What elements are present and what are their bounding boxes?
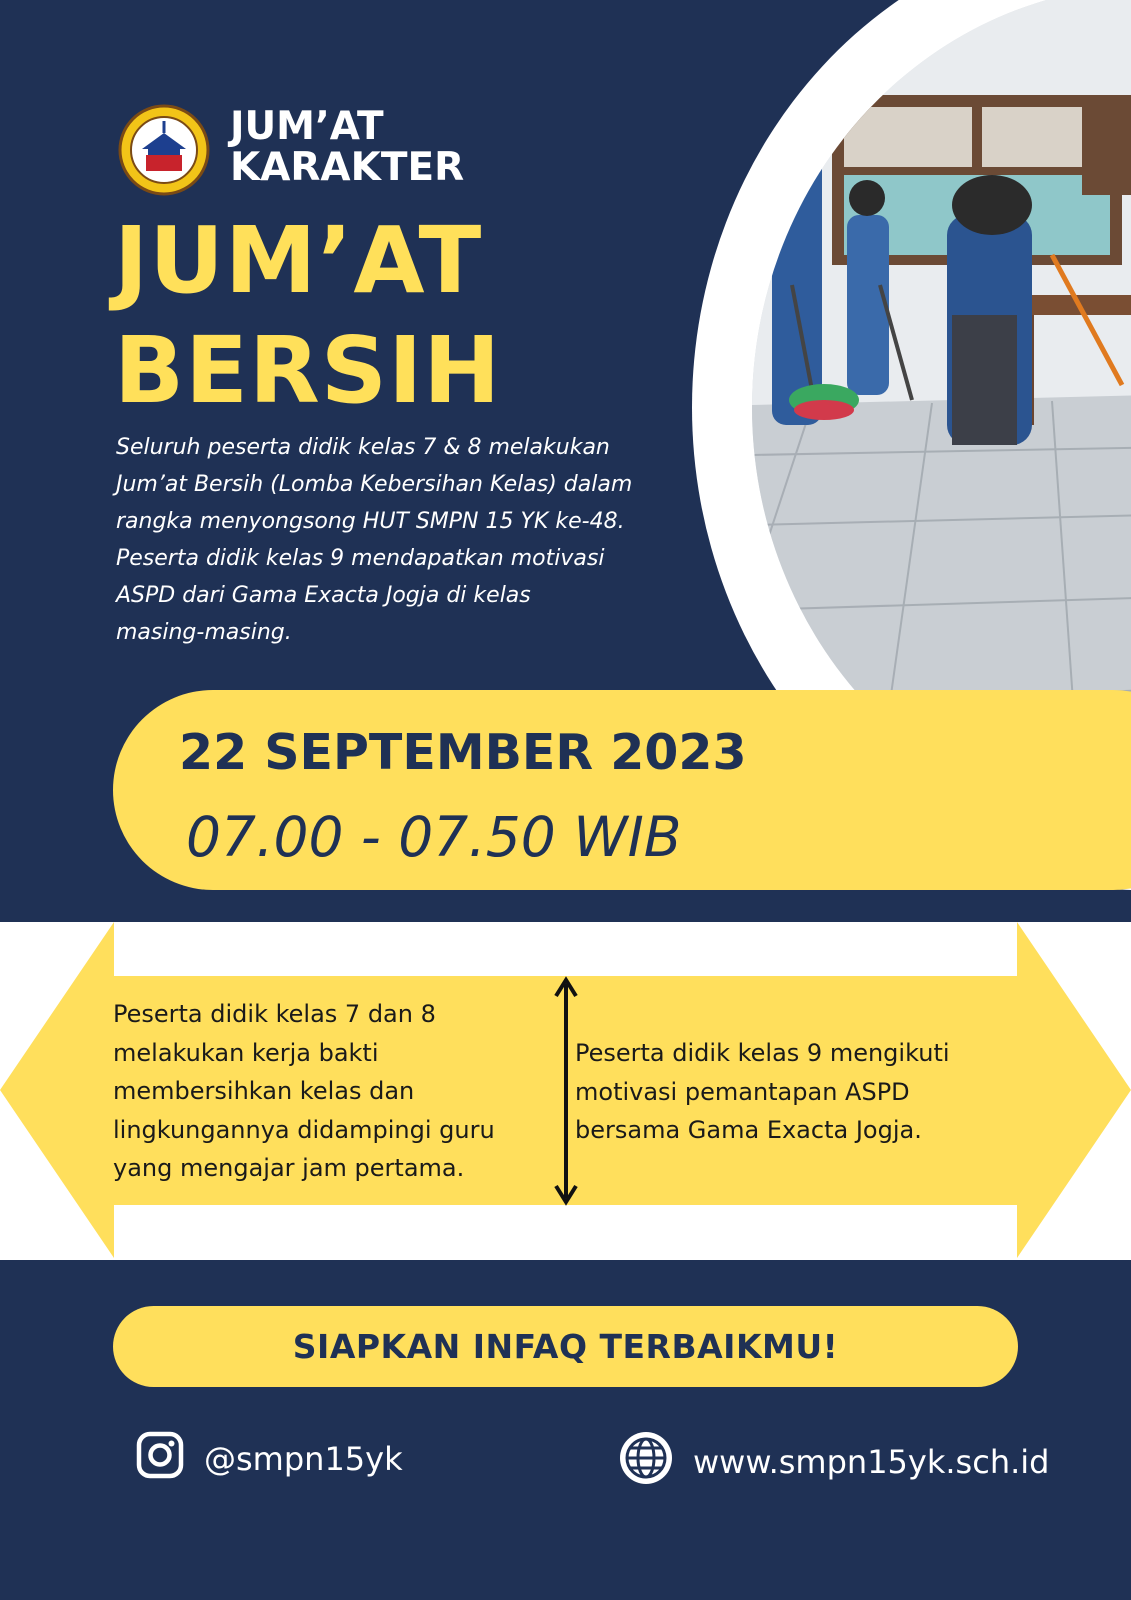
event-date: 22 SEPTEMBER 2023 — [179, 724, 747, 781]
activity-line: membersihkan kelas dan — [113, 1077, 415, 1105]
infaq-call-to-action: SIAPKAN INFAQ TERBAIKMU! — [113, 1306, 1018, 1387]
activity-grades-7-8 — [113, 995, 553, 1188]
poster-title — [114, 206, 501, 426]
website-contact[interactable] — [619, 1431, 1049, 1493]
activity-line: Peserta didik kelas 9 mengikuti — [575, 1039, 950, 1067]
event-description — [116, 429, 686, 651]
kicker-line-1: JUM’AT — [230, 104, 384, 149]
description-line: Peserta didik kelas 9 mendapatkan motivasi — [116, 546, 605, 571]
title-line-1: JUM’AT — [114, 207, 483, 314]
description-line: Jum’at Bersih (Lomba Kebersihan Kelas) dalam — [116, 472, 633, 497]
instagram-icon — [136, 1431, 184, 1487]
activity-line: Peserta didik kelas 7 dan 8 — [113, 1000, 436, 1028]
description-line: rangka menyongsong HUT SMPN 15 YK ke-48. — [116, 509, 625, 534]
title-line-2: BERSIH — [114, 317, 502, 424]
kicker-line-2: KARAKTER — [230, 145, 465, 190]
activity-line: motivasi pemantapan ASPD — [575, 1077, 910, 1106]
school-logo — [118, 103, 210, 197]
activity-line: lingkungannya didampingi guru — [113, 1115, 495, 1144]
activity-line: yang mengajar jam pertama. — [113, 1154, 465, 1182]
program-kicker — [230, 106, 464, 188]
event-time: 07.00 - 07.50 WIB — [186, 805, 682, 869]
website-url: www.smpn15yk.sch.id — [693, 1443, 1050, 1481]
activity-grade-9 — [575, 1034, 1015, 1150]
description-line: masing-masing. — [116, 620, 292, 645]
instagram-handle: @smpn15yk — [204, 1440, 403, 1478]
globe-icon — [619, 1431, 673, 1493]
description-line: Seluruh peserta didik kelas 7 & 8 melakukan — [116, 435, 610, 460]
activity-line: melakukan kerja bakti — [113, 1038, 379, 1067]
instagram-contact[interactable] — [136, 1431, 403, 1487]
activity-line: bersama Gama Exacta Jogja. — [575, 1116, 922, 1144]
description-line: ASPD dari Gama Exacta Jogja di kelas — [116, 583, 531, 608]
